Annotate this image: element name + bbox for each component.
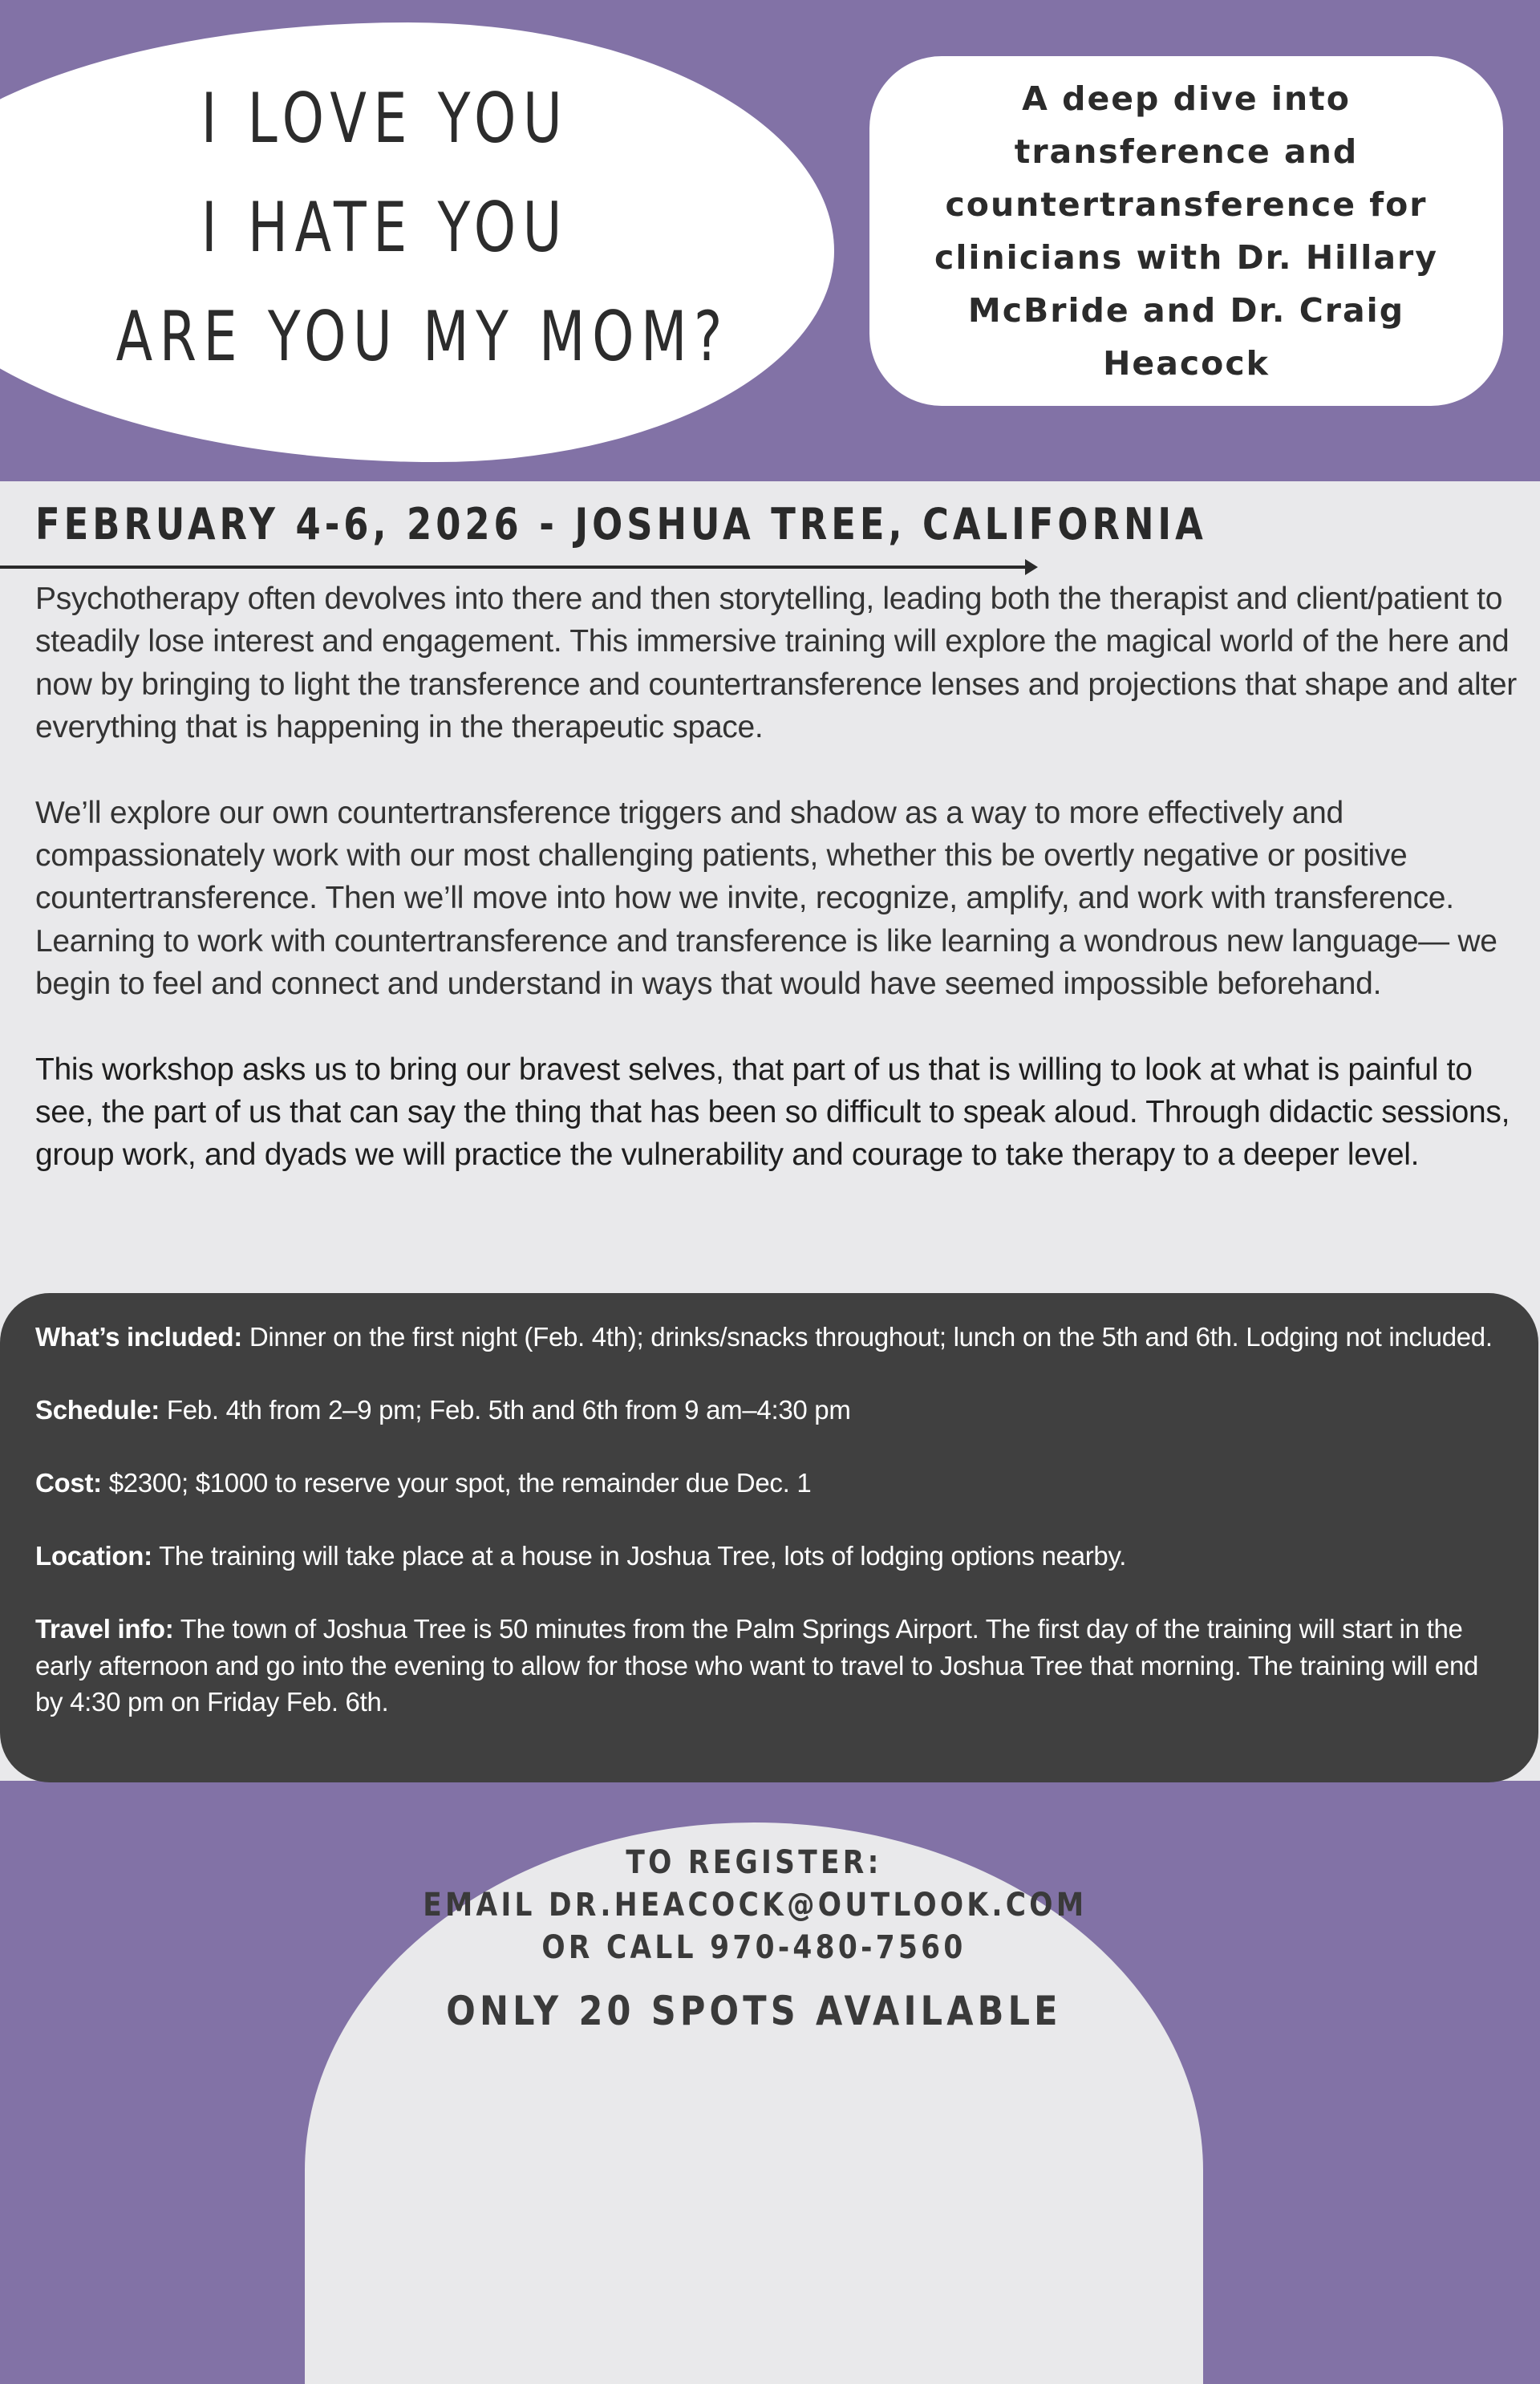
tagline: A deep dive into transference and countertransference for clinicians with Dr. Hillary McBride and Dr. Craig Heacock	[934, 79, 1438, 383]
headline-line-1: I LOVE YOU	[201, 79, 569, 159]
detail-schedule-text: Feb. 4th from 2–9 pm; Feb. 5th and 6th from 9 am–4:30 pm	[160, 1395, 851, 1425]
detail-travel-label: Travel info:	[35, 1614, 174, 1644]
register-heading: TO REGISTER:	[626, 1844, 882, 1881]
tagline-box	[869, 56, 1503, 406]
headline	[116, 64, 729, 391]
detail-schedule-label: Schedule:	[35, 1395, 160, 1425]
headline-line-3: ARE YOU MY MOM?	[116, 297, 729, 377]
description	[35, 578, 1527, 1177]
event-dateline: FEBRUARY 4-6, 2026 - JOSHUA TREE, CALIFORNIA	[35, 499, 1207, 549]
detail-cost	[35, 1465, 1503, 1502]
register-email[interactable]: EMAIL DR.HEACOCK@OUTLOOK.COM	[423, 1887, 1088, 1924]
spots-available: ONLY 20 SPOTS AVAILABLE	[446, 1988, 1062, 2034]
detail-location-text: The training will take place at a house in Joshua Tree, lots of lodging options nearby.	[152, 1541, 1127, 1571]
description-paragraph-3: This workshop asks us to bring our bravest selves, that part of us that is willing to look at what is painful to see, the part of us that can say the thing that has been so difficult to speak aloud. Through didactic sessions, group work, and dyads we will practice the vulnerability and courage to take therapy to a deeper level.	[35, 1052, 1510, 1173]
detail-travel-text: The town of Joshua Tree is 50 minutes from the Palm Springs Airport. The first day of the training will start in the early afternoon and go into the evening to allow for those who want to travel to Joshua Tree that morning. The training will end by 4:30 pm on Friday Feb. 6th.	[35, 1614, 1479, 1717]
register-phone[interactable]: OR CALL 970-480-7560	[541, 1929, 967, 1966]
description-paragraph-1: Psychotherapy often devolves into there and then storytelling, leading both the therapist and client/patient to steadily lose interest and engagement. This immersive training will explore the magical world of the here and now by bringing to light the transference and countertransference lenses and projections that shape and alter everything that is happening in the therapeutic space.	[35, 582, 1517, 745]
detail-schedule	[35, 1392, 1503, 1429]
description-paragraph-2: We’ll explore our own countertransference triggers and shadow as a way to more effectively and compassionately work with our most challenging patients, whether this be overtly negative or positive countertransference. Then we’ll move into how we invite, recognize, amplify, and work with transference. Learning to work with countertransference and transference is like learning a wondrous new language— we begin to feel and connect and understand in ways that would have seemed impossible beforehand.	[35, 795, 1497, 1002]
register-block	[423, 1842, 1088, 1969]
detail-included	[35, 1319, 1503, 1356]
detail-included-text: Dinner on the first night (Feb. 4th); drinks/snacks throughout; lunch on the 5th and 6th. Lodging not included.	[241, 1322, 1493, 1352]
detail-cost-label: Cost:	[35, 1468, 102, 1498]
detail-cost-text: $2300; $1000 to reserve your spot, the remainder due Dec. 1	[101, 1468, 812, 1498]
details	[35, 1319, 1503, 1721]
detail-location-label: Location:	[35, 1541, 152, 1571]
detail-travel	[35, 1611, 1503, 1721]
detail-included-label: What’s included:	[35, 1322, 242, 1352]
headline-line-2: I HATE YOU	[201, 188, 569, 268]
arrow-head-icon	[1025, 559, 1038, 575]
arrow-divider	[0, 566, 1027, 569]
detail-location	[35, 1538, 1503, 1575]
